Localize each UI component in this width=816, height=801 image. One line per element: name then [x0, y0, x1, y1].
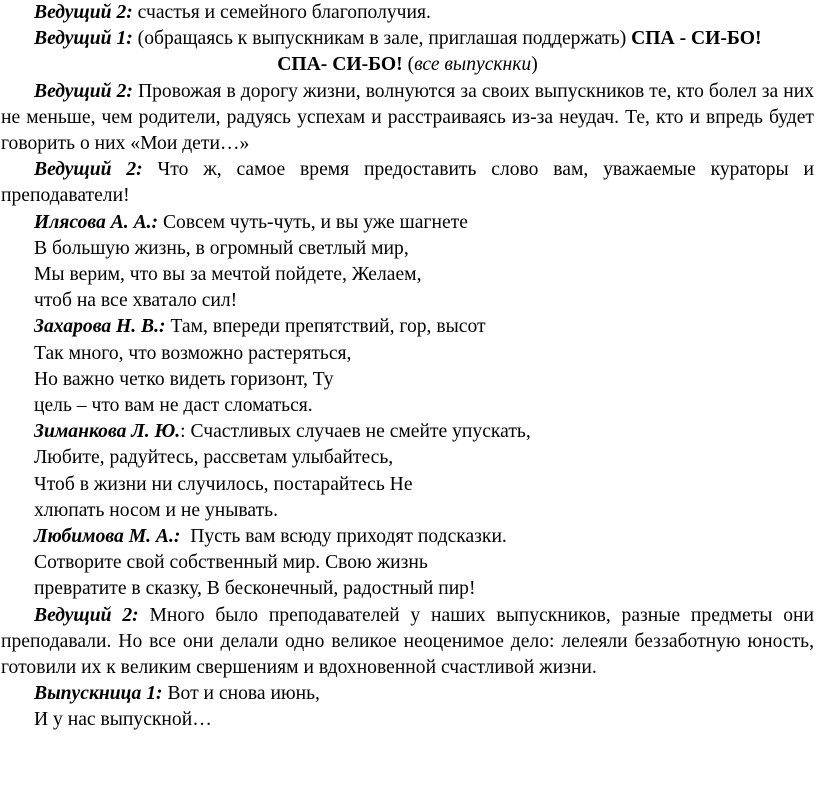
- verse-text: Там, впереди препятствий, гор, высот: [165, 316, 486, 338]
- verse-line: [1, 419, 814, 445]
- verse-text: Счастливых случаев не смейте упускать,: [185, 421, 531, 443]
- speaker-colon: :: [180, 421, 186, 443]
- chorus-bold-text: СПА- СИ-БО!: [277, 54, 403, 76]
- speaker-label: Выпускница 1:: [34, 683, 163, 705]
- paragraph-text: Много было преподавателей у наших выпускников, разные предметы они преподавали. Но все они делали одно великое неоценимое дело: лелеяли беззаботную юность, готовили их к великим свершениям и вдохновенной счастливой жизни.: [1, 604, 814, 679]
- verse-zimankova: [1, 419, 814, 524]
- verse-line: [1, 314, 814, 340]
- stage-direction: все выпускнки: [414, 54, 532, 76]
- verse-line: Но важно четко видеть горизонт, Ту: [34, 368, 334, 390]
- verse-line: цель – что вам не даст сломаться.: [34, 395, 313, 417]
- verse-ilyasova: [1, 210, 814, 315]
- speaker-label: Ведущий 2:: [34, 2, 133, 23]
- speaker-label: Зиманкова Л. Ю.: [34, 421, 181, 443]
- verse-zakharova: [1, 314, 814, 419]
- verse-line: Так много, что возможно растеряться,: [34, 342, 352, 364]
- verse-line: [1, 524, 814, 550]
- emphasis-text: СПА - СИ-БО!: [631, 28, 762, 50]
- paragraph-text: счастья и семейного благополучия.: [132, 2, 431, 23]
- paragraph-host2-farewell: [1, 79, 814, 158]
- verse-line: [1, 681, 814, 707]
- verse-text: Совсем чуть-чуть, и вы уже шагнете: [158, 211, 468, 233]
- verse-text: Пусть вам всюду приходят подсказки.: [180, 526, 507, 548]
- speaker-label: Илясова А. А.:: [34, 211, 159, 233]
- paragraph-host2-teachers: [1, 603, 814, 682]
- paragraph-text: Провожая в дорогу жизни, волнуются за своих выпускников те, кто болел за них не меньше, чем родители, радуясь успехам и расстраиваясь из-за неудач. Те, кто и впредь будет говорить о них «Мои дети…»: [1, 80, 814, 155]
- stage-direction-open: (: [402, 54, 415, 76]
- verse-line: Сотворите свой собственный мир. Свою жизнь: [34, 552, 428, 574]
- verse-line: И у нас выпускной…: [34, 709, 212, 731]
- verse-text: Вот и снова июнь,: [162, 683, 320, 705]
- paragraph-host1-invite: [1, 26, 814, 52]
- paragraph-text: (обращаясь к выпускникам в зале, приглашая поддержать): [132, 28, 632, 50]
- verse-line: превратите в сказку, В бесконечный, радостный пир!: [34, 578, 476, 600]
- stage-direction-close: ): [531, 54, 538, 76]
- verse-line: [1, 210, 814, 236]
- speaker-label: Ведущий 2:: [34, 604, 139, 626]
- speaker-label: Захарова Н. В.:: [34, 316, 166, 338]
- verse-line: Любите, радуйтесь, рассветам улыбайтесь,: [34, 447, 394, 469]
- verse-graduate1: [1, 681, 814, 733]
- verse-line: Мы верим, что вы за мечтой пойдете, Желаем,: [34, 264, 422, 286]
- speaker-label: Ведущий 2:: [34, 159, 143, 181]
- paragraph-text: Что ж, самое время предоставить слово вам, уважаемые кураторы и преподаватели!: [1, 159, 814, 207]
- verse-line: Чтоб в жизни ни случилось, постарайтесь Не: [34, 473, 413, 495]
- speaker-label: Любимова М. А.:: [34, 526, 181, 548]
- chorus-line: [1, 52, 814, 78]
- paragraph-host2-curators: [1, 157, 814, 209]
- verse-line: хлюпать носом и не унывать.: [34, 499, 278, 521]
- verse-line: В большую жизнь, в огромный светлый мир,: [34, 237, 409, 259]
- speaker-label: Ведущий 1:: [34, 28, 133, 50]
- verse-lyubimova: [1, 524, 814, 603]
- speaker-label: Ведущий 2:: [34, 80, 133, 102]
- verse-line: чтоб на все хватало сил!: [34, 290, 238, 312]
- paragraph-host2-wellbeing: [1, 0, 814, 26]
